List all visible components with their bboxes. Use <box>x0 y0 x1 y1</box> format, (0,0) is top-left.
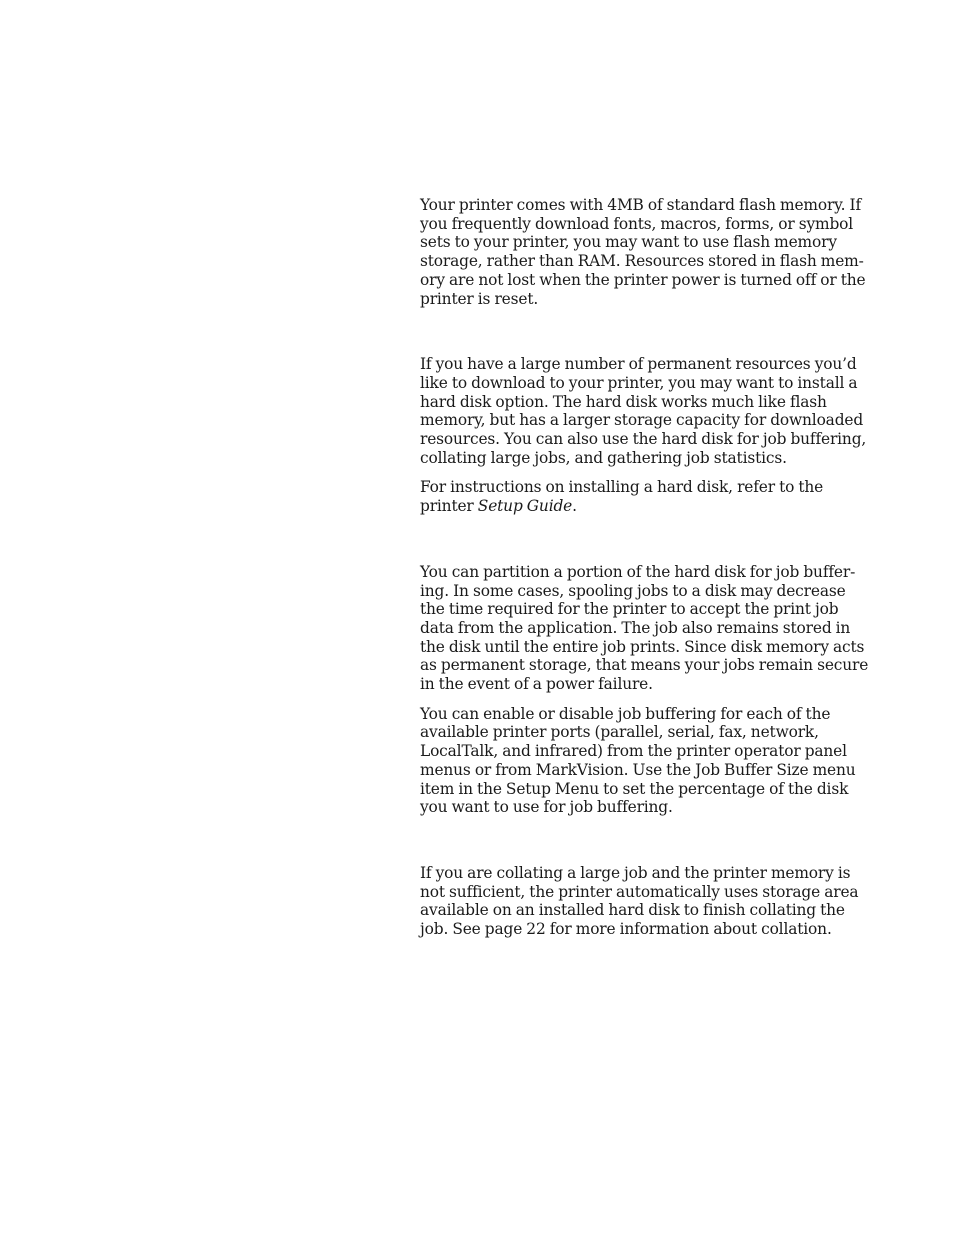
flash-memory-paragraph: Your printer comes with 4MB of standard flash memory. If you frequently download fonts, macros, forms, or symbol sets to your printer, you may want to use flash memory storage, rather than RAM. Resources stored in flash mem- ory are not lost when the printer power is turned off or the printer is reset. <box>420 196 866 308</box>
setup-guide-title: Setup Guide <box>477 497 573 516</box>
text-column <box>420 196 869 939</box>
collation-paragraph: If you are collating a large job and the printer memory is not sufficient, the printer automatically uses storage area available on an installed hard disk to finish collating the job. See page 22 for more information about collation. <box>420 863 859 939</box>
collation-section <box>420 863 859 939</box>
hard-disk-paragraph: If you have a large number of permanent resources you’d like to download to your printer, you may want to install a hard disk option. The hard disk works much like flash memory, but has a larger storage capacity for downloaded resources. You can also use the hard disk for job buffering, collating large jobs, and gathering job statistics. <box>420 355 867 467</box>
flash-memory-section <box>420 196 866 308</box>
job-buffering-paragraph: You can partition a portion of the hard disk for job buffer- ing. In some cases, spooling jobs to a disk may decrease the time required for the printer to accept the print job data from the application. The job also remains stored in the disk until the entire job prints. Since disk memory acts as permanent storage, that means your jobs remain secure in the event of a power failure. <box>420 562 869 694</box>
hard-disk-install-note: For instructions on installing a hard disk, refer to the printer Setup Guide. <box>420 478 824 516</box>
hard-disk-section <box>420 355 867 516</box>
job-buffering-section <box>420 562 869 817</box>
job-buffering-ports-paragraph: You can enable or disable job buffering for each of the available printer ports (parallel, serial, fax, network, LocalTalk, and infrared) from the printer operator panel menus or from MarkVision. Use the Job Buffer Size menu item in the Setup Menu to set the percentage of the disk you want to use for job buffering. <box>420 704 856 817</box>
